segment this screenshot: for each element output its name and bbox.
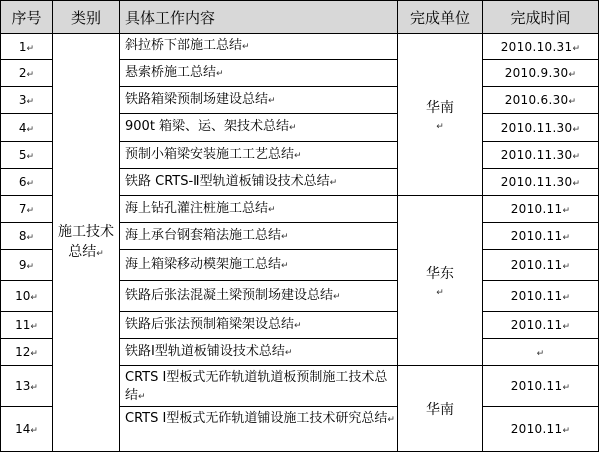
unit-cell-1: 华南 ↵ xyxy=(398,34,483,196)
row-date: 2010.6.30↵ xyxy=(483,87,599,114)
row-index: 11↵ xyxy=(1,312,53,339)
row-index: 14↵ xyxy=(1,407,53,452)
row-task: 悬索桥施工总结↵ xyxy=(120,60,398,87)
unit-cell-3 xyxy=(398,366,483,452)
category-line-1: 施工技术 xyxy=(58,223,114,240)
row-index: 9↵ xyxy=(1,250,53,281)
row-date: 2010.11.30↵ xyxy=(483,142,599,169)
row-index: 13↵ xyxy=(1,366,53,407)
unit-label: 华东 xyxy=(426,265,454,282)
table-row xyxy=(1,34,599,60)
row-task: 海上钻孔灌注桩施工总结↵ xyxy=(120,196,398,223)
row-date: 2010.9.30↵ xyxy=(483,60,599,87)
row-date: 2010.11↵ xyxy=(483,407,599,452)
header-index: 序号 xyxy=(1,1,53,34)
unit-label: 华南 xyxy=(426,401,454,418)
row-index: 6↵ xyxy=(1,169,53,196)
row-task: 铁路后张法预制箱梁架设总结↵ xyxy=(120,312,398,339)
row-index: 1↵ xyxy=(1,34,53,60)
row-date: 2010.11.30↵ xyxy=(483,169,599,196)
row-task: 900t 箱梁、运、架技术总结↵ xyxy=(120,114,398,142)
category-line-2: 总结 xyxy=(68,243,97,260)
row-index: 10↵ xyxy=(1,281,53,312)
row-index: 7↵ xyxy=(1,196,53,223)
row-index: 5↵ xyxy=(1,142,53,169)
row-date: 2010.11↵ xyxy=(483,312,599,339)
row-task: CRTS Ⅰ型板式无砟轨道轨道板预制施工技术总结↵ xyxy=(120,366,398,407)
category-cell: 施工技术 总结↵ xyxy=(53,34,120,452)
header-content: 具体工作内容 xyxy=(120,1,398,34)
row-date: 2010.11↵ xyxy=(483,223,599,250)
header-time: 完成时间 xyxy=(483,1,599,34)
row-task: CRTS Ⅰ型板式无砟轨道铺设施工技术研究总结↵ xyxy=(120,407,398,452)
unit-cell-2: 华东 ↵ xyxy=(398,196,483,366)
row-date: 2010.11↵ xyxy=(483,281,599,312)
row-date: 2010.11↵ xyxy=(483,366,599,407)
row-index: 8↵ xyxy=(1,223,53,250)
row-task: 铁路箱梁预制场建设总结↵ xyxy=(120,87,398,114)
row-index: 4↵ xyxy=(1,114,53,142)
row-task: 海上箱梁移动模架施工总结↵ xyxy=(120,250,398,281)
row-task: 铁路Ⅰ型轨道板铺设技术总结↵ xyxy=(120,339,398,366)
header-row xyxy=(1,1,599,34)
row-index: 2↵ xyxy=(1,60,53,87)
header-category: 类别 xyxy=(53,1,120,34)
row-task: 斜拉桥下部施工总结↵ xyxy=(120,34,398,60)
row-task: 铁路后张法混凝土梁预制场建设总结↵ xyxy=(120,281,398,312)
unit-label: 华南 xyxy=(426,99,454,116)
row-date: 2010.10.31↵ xyxy=(483,34,599,60)
row-index: 12↵ xyxy=(1,339,53,366)
row-date: 2010.11.30↵ xyxy=(483,114,599,142)
row-task: 预制小箱梁安装施工工艺总结↵ xyxy=(120,142,398,169)
row-date: 2010.11↵ xyxy=(483,196,599,223)
row-date: ↵ xyxy=(483,339,599,366)
row-task: 海上承台钢套箱法施工总结↵ xyxy=(120,223,398,250)
row-date: 2010.11↵ xyxy=(483,250,599,281)
header-unit: 完成单位 xyxy=(398,1,483,34)
row-task: 铁路 CRTS-Ⅱ型轨道板铺设技术总结↵ xyxy=(120,169,398,196)
row-index: 3↵ xyxy=(1,87,53,114)
